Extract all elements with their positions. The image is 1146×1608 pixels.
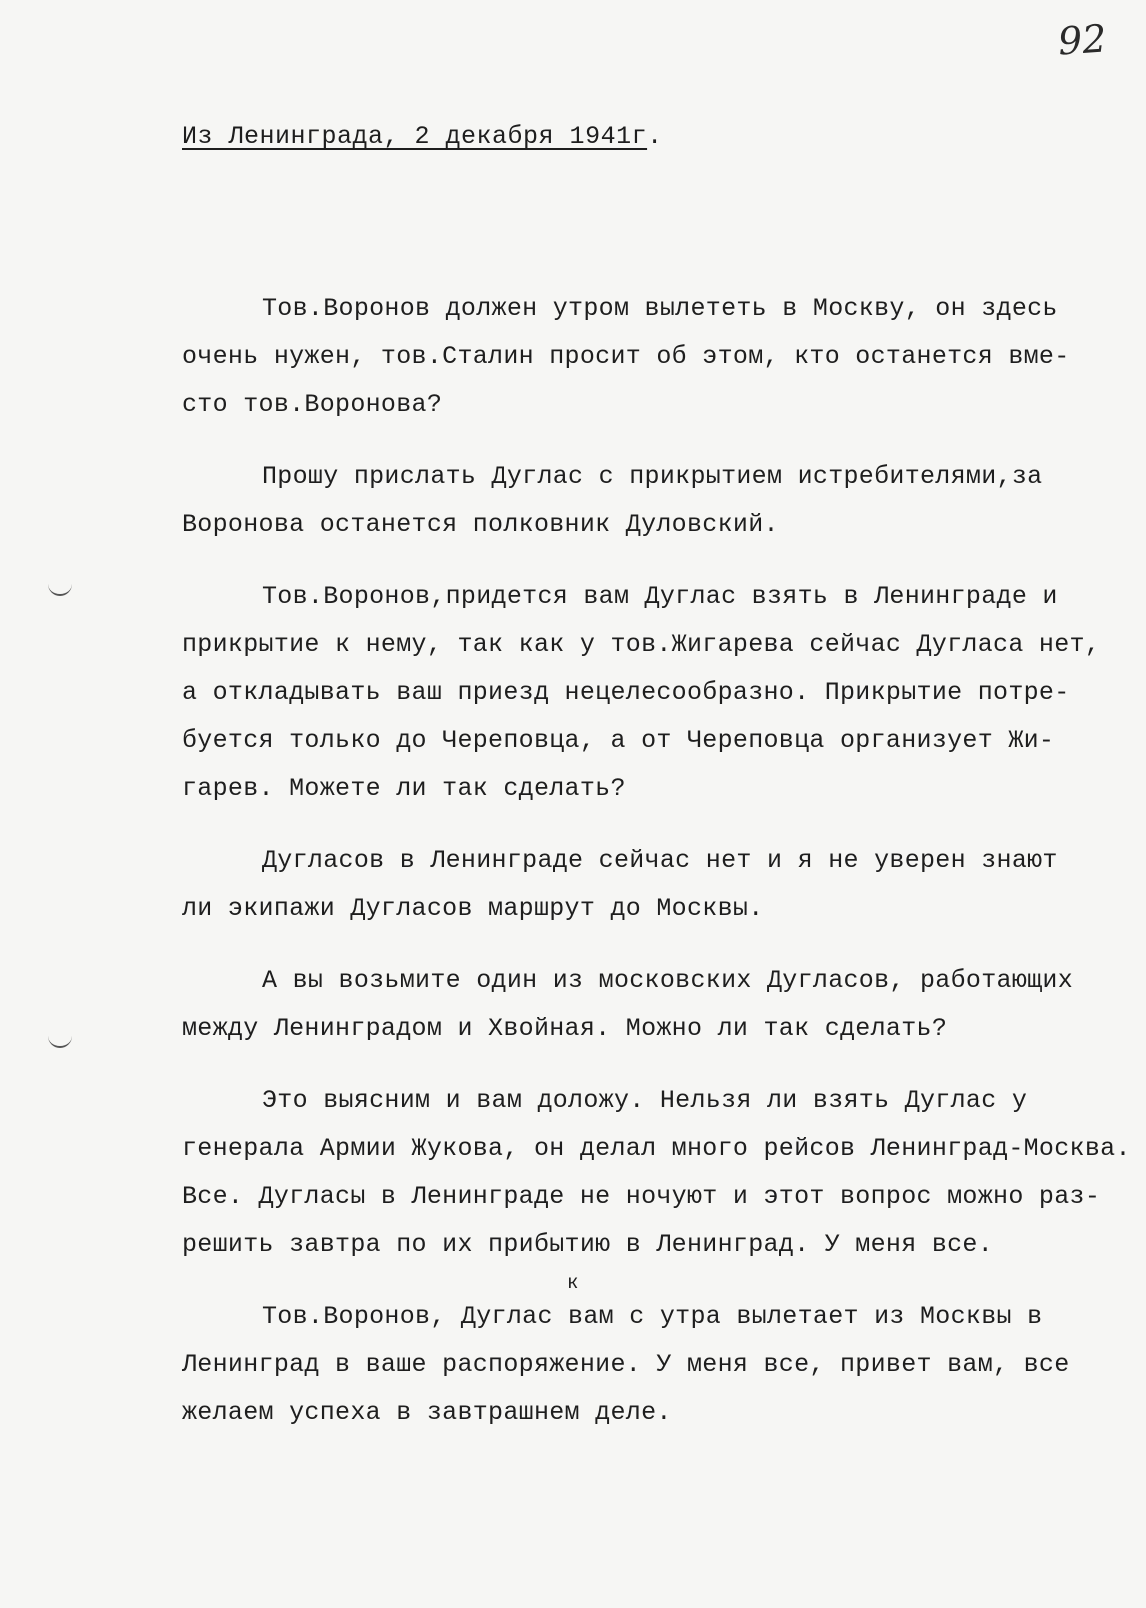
paragraph-line: Это выясним и вам доложу. Нельзя ли взять Дуглас у	[262, 1086, 1028, 1115]
document-heading	[182, 122, 663, 151]
paragraph-1	[182, 285, 1112, 429]
paragraph-line: ли экипажи Дугласов маршрут до Москвы.	[182, 894, 764, 923]
punch-hole-mark	[48, 578, 72, 596]
paragraph-line: сто тов.Воронова?	[182, 390, 443, 419]
heading-period: .	[647, 122, 663, 151]
paragraph-line: А вы возьмите один из московских Дугласов, работающих	[262, 966, 1074, 995]
paragraph-line: генерала Армии Жукова, он делал много рейсов Ленинград-Москва.	[182, 1134, 1131, 1163]
paragraph-line: Тов.Воронов должен утром вылететь в Москву, он здесь	[262, 294, 1058, 323]
paragraph-line: прикрытие к нему, так как у тов.Жигарева сейчас Дугласа нет,	[182, 630, 1101, 659]
paragraph-line: очень нужен, тов.Сталин просит об этом, кто останется вме-	[182, 342, 1070, 371]
paragraph-line: Дугласов в Ленинграде сейчас нет и я не уверен знают	[262, 846, 1058, 875]
paragraph-5	[182, 957, 1112, 1053]
paragraph-7	[182, 1272, 1112, 1437]
paragraph-line: Воронова останется полковник Дуловский.	[182, 510, 779, 539]
punch-hole-mark	[48, 1030, 72, 1048]
paragraph-6	[182, 1077, 1131, 1269]
document-body	[182, 285, 1131, 1461]
paragraph-line: а откладывать ваш приезд нецелесообразно. Прикрытие потре-	[182, 678, 1070, 707]
paragraph-line: между Ленинградом и Хвойная. Можно ли так сделать?	[182, 1014, 948, 1043]
paragraph-line: Все. Дугласы в Ленинграде не ночуют и этот вопрос можно раз-	[182, 1182, 1101, 1211]
heading-text: Из Ленинграда, 2 декабря 1941г	[182, 122, 648, 151]
paragraph-line: Тов.Воронов,придется вам Дуглас взять в Ленинграде и	[262, 582, 1058, 611]
paragraph-line: буется только до Череповца, а от Череповца организует Жи-	[182, 726, 1055, 755]
page-number: 92	[1056, 16, 1108, 64]
paragraph-line: Тов.Воронов, Дуглас вам с утра вылетает из Москвы в	[262, 1302, 1043, 1331]
paragraph-3	[182, 573, 1112, 813]
paragraph-4	[182, 837, 1112, 933]
paragraph-line: гарев. Можете ли так сделать?	[182, 774, 626, 803]
handwritten-insertion: к	[567, 1272, 579, 1294]
paragraph-line: Ленинград в ваше распоряжение. У меня все, привет вам, все	[182, 1350, 1070, 1379]
paragraph-2	[182, 453, 1112, 549]
paragraph-line: желаем успеха в завтрашнем деле.	[182, 1398, 672, 1427]
paragraph-line: решить завтра по их прибытию в Ленинград. У меня все.	[182, 1230, 994, 1259]
paragraph-line: Прошу прислать Дуглас с прикрытием истребителями,за	[262, 462, 1043, 491]
